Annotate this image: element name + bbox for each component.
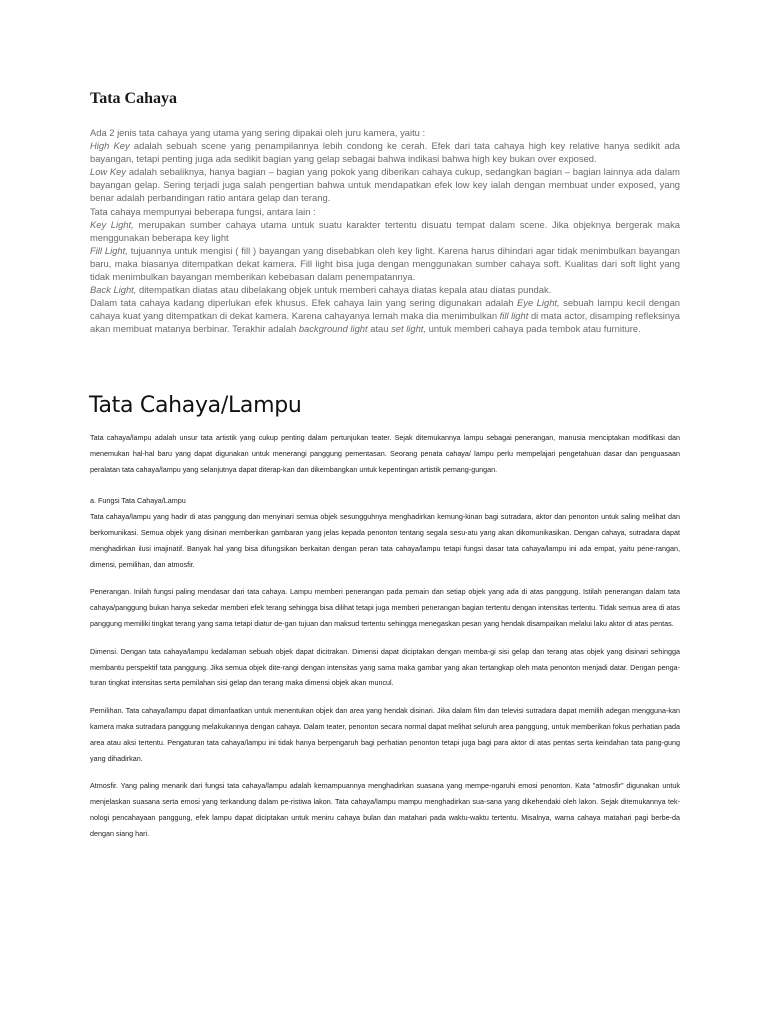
section-title-tata-cahaya: Tata Cahaya xyxy=(90,90,177,107)
text-back-light: ditempatkan diatas atau dibelakang objek untuk memberi cahaya diatas kepala atau diatas pundak. xyxy=(136,284,552,296)
paragraph-low-key xyxy=(90,165,680,204)
paragraph-fill-light xyxy=(90,244,680,283)
term-high-key: High Key xyxy=(90,140,130,152)
paragraph-atmosfir: Atmosfir. Yang paling menarik dari fungsi tata cahaya/lampu adalah kemampuannya menghadirkan suasana yang mempe-ngaruhi emosi penonton. Kata "atmosfir" digunakan untuk menjelaskan suasana serta emosi yang terkandung dalam pe-ristiwa lakon. Tata cahaya/lampu mampu menghadirkan sua-sana yang dikehendaki oleh lakon. Sejak ditemukannya tek-nologi pencahayaan panggung, efek lampu dapat diciptakan untuk meniru cahaya bulan dan matahari pada waktu-waktu tertentu. Misalnya, warna cahaya matahari pagi berbe-da dengan siang hari. xyxy=(90,781,680,838)
paragraph-pemilihan: Pemilihan. Tata cahaya/lampu dapat dimanfaatkan untuk menentukan objek dan area yang hendak disinari. Jika dalam film dan televisi sutradara dapat memilih adegan mengguna-kan kamera maka sutradara panggung melakukannya dengan cahaya. Dalam teater, penonton secara normal dapat melihat seluruh area panggung, untuk memberikan fokus perhatian pada area atau aksi tertentu. Pengaturan tata cahaya/lampu ini tidak hanya berpengaruh bagi perhatian penonton tetapi juga bagi para aktor di atas pentas serta keindahan tata pang-gung yang dihadirkan. xyxy=(90,706,680,763)
text-special-1: Dalam tata cahaya kadang diperlukan efek khusus. Efek cahaya lain yang sering digunakan adalah xyxy=(90,297,518,309)
term-fill-light: Fill Light, xyxy=(90,244,128,256)
paragraph-functions-intro: Tata cahaya mempunyai beberapa fungsi, antara lain : xyxy=(90,205,316,217)
text-special-3: di mata actor, disamping refleksinya akan membuat matanya berbinar. Terakhir adalah xyxy=(90,310,680,335)
section-body-tata-cahaya-lampu xyxy=(90,430,680,842)
text-low-key: adalah sebaliknya, hanya bagian – bagian yang pokok yang diberikan cahaya cukup, sedangkan bagian – bagian lainnya ada dalam bayangan gelap. Sering terjadi juga salah pengertian bahwa untuk mendapatkan efek low key ialah dengan membuat under exposed, yang benar adalah perbandingan ratio antara gelap dan terang. xyxy=(90,166,680,204)
paragraph-special-effects xyxy=(90,296,680,335)
term-back-light: Back Light, xyxy=(90,284,137,296)
text-special-4: atau xyxy=(367,323,392,335)
term-set-light: set light, xyxy=(391,323,427,335)
term-background-light: background light xyxy=(298,323,368,335)
subheading-fungsi: a. Fungsi Tata Cahaya/Lampu xyxy=(90,496,186,506)
paragraph-high-key xyxy=(90,139,680,165)
paragraph-penerangan: Penerangan. Inilah fungsi paling mendasar dari tata cahaya. Lampu memberi penerangan pada pemain dan setiap objek yang ada di atas panggung. Istilah penerangan dalam tata cahaya/panggung bukan hanya sekedar memberi efek terang sehingga bisa dilihat tetapi juga memberi penerangan bagian tertentu dengan intensitas tertentu. Tidak semua area di atas panggung memiliki tingkat terang yang sama tetapi diatur de-gan tujuan dan maksud tertentu sehingga menegaskan pesan yang hendak disampaikan melalui laku aktor di atas pentas. xyxy=(90,587,680,628)
term-eye-light: Eye Light, xyxy=(517,297,560,309)
term-fill-light-2: fill light xyxy=(499,310,529,322)
paragraph-dimensi: Dimensi. Dengan tata cahaya/lampu kedalaman sebuah objek dapat dicitrakan. Dimensi dapat diciptakan dengan memba-gi sisi gelap dan terang atas objek yang disinari sehingga membantu perspektif tata panggung. Jika semua objek dite-rangi dengan intensitas yang sama maka gambar yang akan tertangkap oleh mata penonton menjadi datar. Dengan penga-turan tingkat intensitas serta pemilahan sisi gelap dan terang maka dimensi objek akan muncul. xyxy=(90,646,680,688)
section-body-tata-cahaya xyxy=(90,126,680,336)
section-title-tata-cahaya-lampu: Tata Cahaya/Lampu xyxy=(89,393,302,418)
text-special-2: sebuah lampu kecil dengan cahaya kuat yang ditempatkan di dekat kamera. Karena cahayanya lemah maka dia menimbulkan xyxy=(90,297,680,322)
text-key-light: merupakan sumber cahaya utama untuk suatu karakter tertentu disuatu tempat dalam scene. Jika objeknya bergerak maka menggunakan beberapa key light xyxy=(90,218,680,243)
paragraph-fungsi: Tata cahaya/lampu yang hadir di atas panggung dan menyinari semua objek sesungguhnya menghadirkan kemung-kinan bagi sutradara, aktor dan penonton untuk saling melihat dan berkomunikasi. Semua objek yang disinari memberikan gambaran yang jelas kepada penonton tentang segala sesu-atu yang akan dikomunikasikan. Dengan cahaya, sutradara dapat menghadirkan ilusi imajinatif. Banyak hal yang bisa difungsikan berkaitan dengan peran tata cahaya/lampu tetapi fungsi dasar tata cahaya/lampu ini ada empat, yaitu pene-rangan, dimensi, pemilihan, dan atmosfir. xyxy=(90,512,680,569)
term-key-light: Key Light, xyxy=(90,218,134,230)
paragraph-lampu-intro: Tata cahaya/lampu adalah unsur tata artistik yang cukup penting dalam pertunjukan teater. Sejak ditemukannya lampu sebagai penerangan, manusia menciptakan modifikasi dan menemukan hal-hal baru yang dapat digunakan untuk menerangi panggung pementasan. Seorang penata cahaya/ lampu perlu mempelajari pengetahuan dasar dan penguasaan peralatan tata cahaya/lampu yang selanjutnya dapat diterap-kan dan dikembangkan untuk kepentingan artistik pemang-gungan. xyxy=(90,433,680,474)
paragraph-intro: Ada 2 jenis tata cahaya yang utama yang sering dipakai oleh juru kamera, yaitu : xyxy=(90,127,426,138)
paragraph-key-light xyxy=(90,218,680,244)
paragraph-back-light xyxy=(90,283,680,296)
text-fill-light: tujuannya untuk mengisi ( fill ) bayangan yang disebabkan oleh key light. Karena harus dihindari agar tidak menimbulkan bayangan baru, maka biasanya ditempatkan dekat kamera. Fill light bisa juga dengan menggunakan sumber cahaya soft. Kualitas dari soft light yang tidak menimbulkan bayangan memberikan kebebasan dalam penempatannya. xyxy=(90,244,681,283)
text-high-key: adalah sebuah scene yang penampilannya lebih condong ke cerah. Efek dari tata cahaya high key relative hanya sedikit ada bayangan, tetapi penting juga ada sedikit bagian yang gelap sebagai bahwa indikasi bahwa high key bukan over exposed. xyxy=(90,140,681,165)
text-special-5: untuk memberi cahaya pada tembok atau furniture. xyxy=(426,323,641,335)
term-low-key: Low Key xyxy=(90,166,127,178)
